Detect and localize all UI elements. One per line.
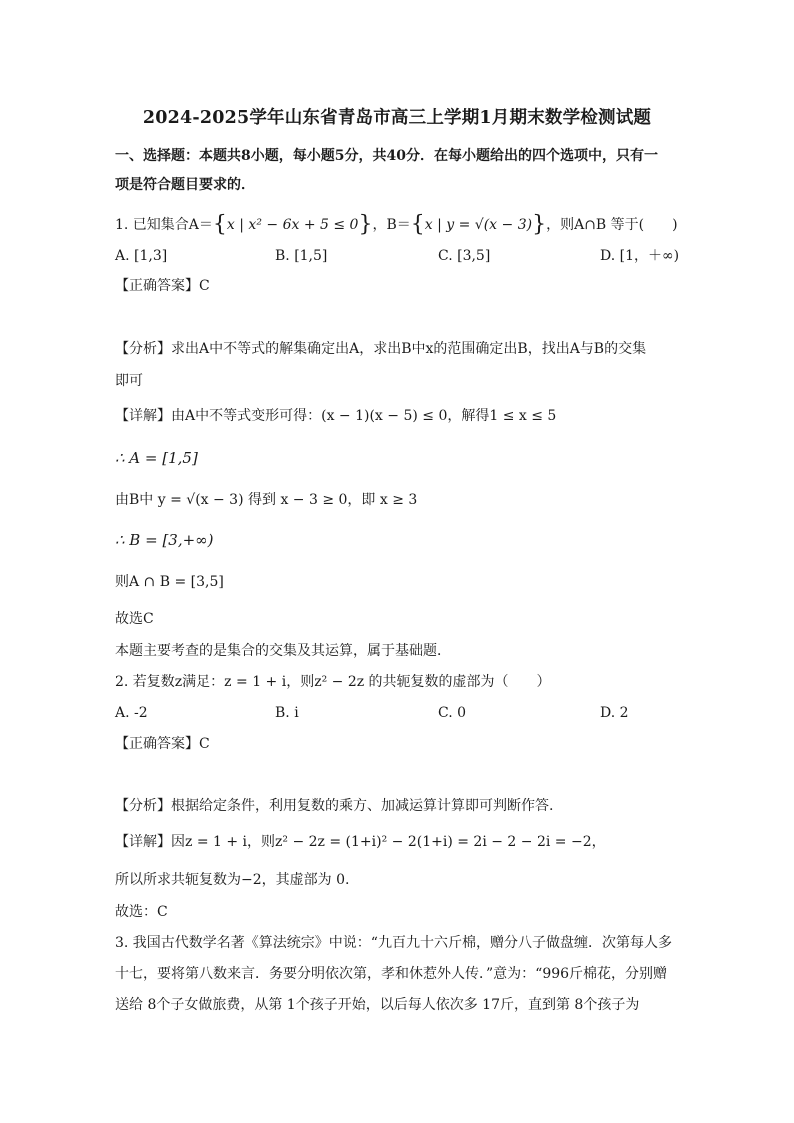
section-instructions-line1: 一、选择题：本题共8小题，每小题5分，共40分．在每小题给出的四个选项中，只有一 (115, 148, 658, 164)
q1-set-a: x | x² − 6x + 5 ≤ 0 (226, 217, 359, 233)
q1-answer: 【正确答案】C (115, 278, 210, 294)
q1-suffix: ，则A∩B 等于( ) (546, 217, 678, 233)
q2-option-b: B. i (275, 705, 299, 721)
q1-choice: 故选C (115, 611, 154, 627)
q2-option-a: A. -2 (115, 705, 148, 721)
q2-conclusion: 所以所求共轭复数为−2，其虚部为 0. (115, 872, 350, 888)
q1-detail-line1: 【详解】由A中不等式变形可得：(x − 1)(x − 5) ≤ 0，解得1 ≤ x ≤ 5 (115, 408, 557, 424)
section-instructions-line2: 项是符合题目要求的． (115, 177, 255, 193)
q2-answer: 【正确答案】C (115, 736, 210, 752)
q1-analysis-line1: 【分析】求出A中不等式的解集确定出A，求出B中x的范围确定出B，找出A与B的交集 (115, 341, 647, 357)
q1-mid: ，B＝ (372, 217, 411, 233)
q1-option-a: A. [1,3] (115, 248, 168, 264)
q1-analysis-line2: 即可 (115, 373, 143, 389)
q1-set-b: x | y = √(x − 3) (424, 217, 533, 233)
q3-line3: 送给 8个子女做旅费，从第 1个孩子开始，以后每人依次多 17斤，直到第 8个孩子为 (115, 997, 640, 1013)
q1-detail-line4: ∴ B = [3,+∞) (115, 531, 214, 549)
q3-line1: 3. 我国古代数学名著《算法统宗》中说：“九百九十六斤棉，赠分八子做盘缠．次第每人多 (115, 935, 672, 951)
q2-choice: 故选：C (115, 904, 168, 920)
q1-option-c: C. [3,5] (438, 248, 491, 264)
q1-summary: 本题主要考查的是集合的交集及其运算，属于基础题． (115, 643, 451, 659)
q1-option-d: D. [1，＋∞) (600, 248, 680, 264)
q2-option-d: D. 2 (600, 705, 629, 721)
q2-stem: 2. 若复数z满足：z = 1 + i，则z² − 2z 的共轭复数的虚部为（ ） (115, 674, 551, 690)
q3-line2: 十七，要将第八数来言．务要分明依次第，孝和休惹外人传．”意为：“996斤棉花，分别赠 (115, 966, 668, 982)
page-title: 2024-2025学年山东省青岛市高三上学期1月期末数学检测试题 (142, 108, 652, 128)
q1-option-b: B. [1,5] (275, 248, 328, 264)
q1-detail-line5: 则A ∩ B = [3,5] (115, 574, 224, 590)
q1-detail-line3: 由B中 y = √(x − 3) 得到 x − 3 ≥ 0，即 x ≥ 3 (115, 492, 418, 508)
q1-stem: 1. 已知集合A＝{x | x² − 6x + 5 ≤ 0}，B＝{x | y = √(x − 3)}，则A∩B 等于( ) (115, 212, 678, 237)
q2-analysis: 【分析】根据给定条件，利用复数的乘方、加减运算计算即可判断作答. (115, 798, 554, 814)
q2-option-c: C. 0 (438, 705, 467, 721)
q1-prefix: 1. 已知集合A＝ (115, 217, 213, 233)
q2-detail: 【详解】因z = 1 + i，则z² − 2z = (1+i)² − 2(1+i) = 2i − 2 − 2i = −2， (115, 834, 606, 850)
q1-detail-line2: ∴ A = [1,5] (115, 449, 198, 467)
